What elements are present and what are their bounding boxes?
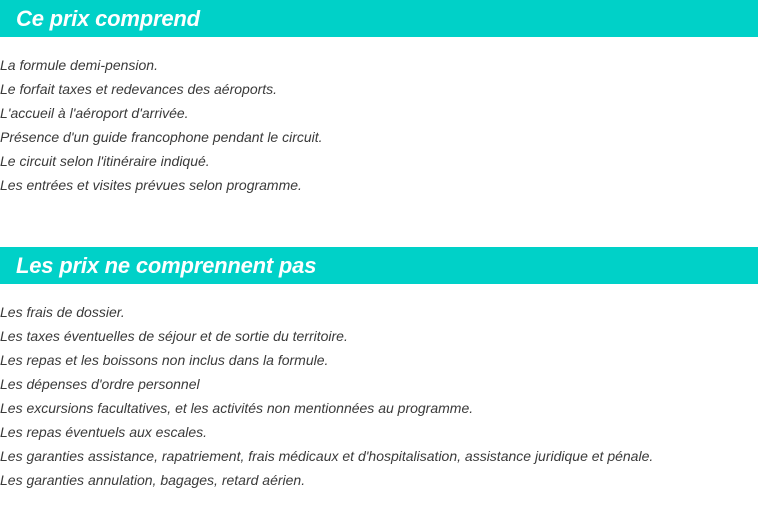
- list-item: L'accueil à l'aéroport d'arrivée.: [0, 105, 189, 121]
- list-item: Les garanties assistance, rapatriement, frais médicaux et d'hospitalisation, assistance juridique et pénale.: [0, 448, 654, 464]
- excluded-list: [0, 300, 653, 492]
- excluded-section: [0, 247, 758, 488]
- list-item: La formule demi-pension.: [0, 57, 158, 73]
- included-header: [0, 0, 758, 37]
- list-item: Les entrées et visites prévues selon programme.: [0, 177, 302, 193]
- list-item: Le circuit selon l'itinéraire indiqué.: [0, 153, 210, 169]
- list-item: Les repas éventuels aux escales.: [0, 424, 208, 440]
- included-list: [0, 53, 323, 197]
- list-item: Présence d'un guide francophone pendant le circuit.: [0, 129, 323, 145]
- included-title: Ce prix comprend: [16, 6, 200, 31]
- list-item: Les garanties annulation, bagages, retard aérien.: [0, 472, 306, 488]
- excluded-title: Les prix ne comprennent pas: [16, 253, 317, 278]
- list-item: Les excursions facultatives, et les activités non mentionnées au programme.: [0, 400, 474, 416]
- list-item: Le forfait taxes et redevances des aéroports.: [0, 81, 278, 97]
- included-section: [0, 0, 758, 193]
- list-item: Les frais de dossier.: [0, 304, 125, 320]
- list-item: Les dépenses d'ordre personnel: [0, 376, 200, 392]
- excluded-header: [0, 247, 758, 284]
- list-item: Les repas et les boissons non inclus dans la formule.: [0, 352, 329, 368]
- list-item: Les taxes éventuelles de séjour et de sortie du territoire.: [0, 328, 348, 344]
